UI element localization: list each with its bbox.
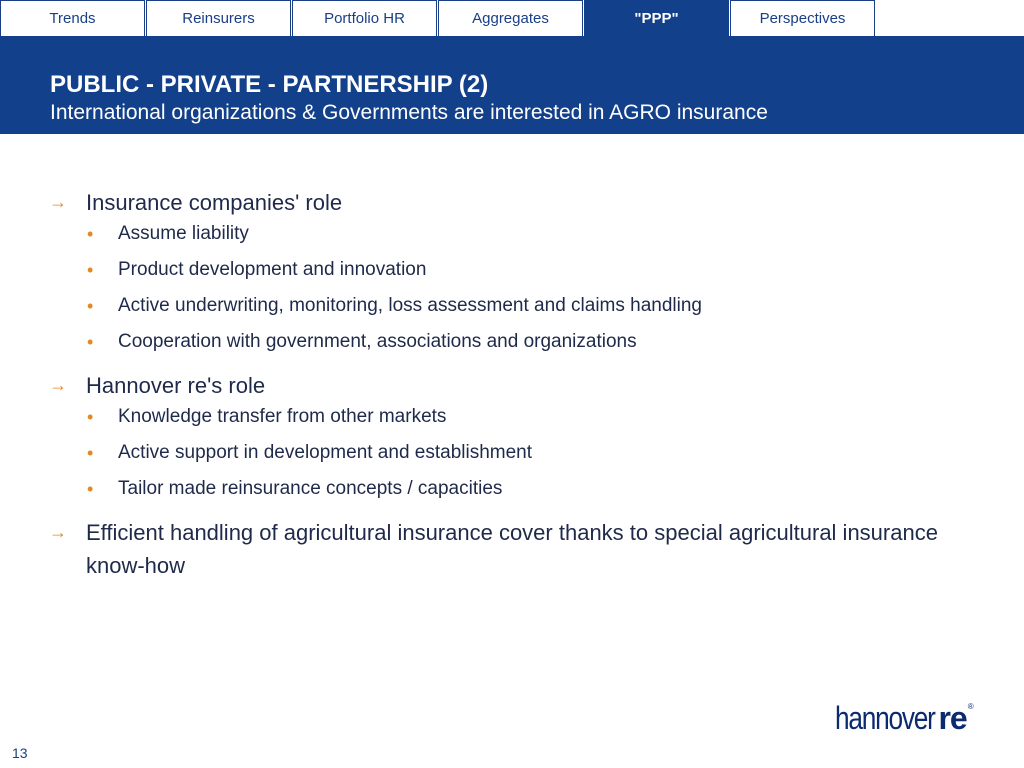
tab-ppp[interactable]: "PPP": [584, 0, 729, 36]
tab-reinsurers[interactable]: Reinsurers: [146, 0, 291, 36]
list-item: [0, 477, 1024, 501]
tab-portfolio-hr[interactable]: Portfolio HR: [292, 0, 437, 36]
hannover-re-logo: [835, 700, 974, 740]
bullet-dot-icon: •: [87, 479, 94, 499]
registered-mark: ®: [967, 702, 974, 711]
list-item: [0, 441, 1024, 465]
logo-word-hannover: hannover: [835, 700, 935, 736]
list-item: [0, 222, 1024, 246]
tab-trends[interactable]: Trends: [0, 0, 145, 36]
section-heading: [0, 516, 1024, 582]
list-item: [0, 405, 1024, 429]
right-arrow-icon: →: [49, 192, 67, 212]
right-arrow-icon: →: [49, 375, 67, 395]
bullet-dot-icon: •: [87, 332, 94, 352]
list-item-text: Active support in development and establishment: [118, 442, 533, 463]
section-heading-text: Insurance companies' role: [86, 190, 343, 215]
list-item-text: Active underwriting, monitoring, loss assessment and claims handling: [118, 295, 702, 316]
slide-content: [0, 186, 1024, 585]
list-item-text: Assume liability: [118, 223, 249, 244]
page-title: PUBLIC - PRIVATE - PARTNERSHIP (2): [50, 71, 489, 98]
list-item-text: Knowledge transfer from other markets: [118, 406, 447, 427]
list-item-text: Product development and innovation: [118, 259, 427, 280]
logo-word-re: re: [938, 700, 967, 736]
page-number: 13: [12, 745, 28, 761]
list-item-text: Tailor made reinsurance concepts / capacities: [118, 478, 503, 499]
list-item: [0, 258, 1024, 282]
tab-aggregates[interactable]: Aggregates: [438, 0, 583, 36]
tab-bar: [0, 0, 876, 36]
bullet-dot-icon: •: [87, 296, 94, 316]
right-arrow-icon: →: [49, 522, 67, 542]
section-heading: [0, 186, 1024, 219]
section-heading-text: Hannover re's role: [86, 373, 266, 398]
section-heading: [0, 369, 1024, 402]
tab-perspectives[interactable]: Perspectives: [730, 0, 875, 36]
bullet-dot-icon: •: [87, 407, 94, 427]
bullet-dot-icon: •: [87, 224, 94, 244]
bullet-dot-icon: •: [87, 260, 94, 280]
list-item: [0, 330, 1024, 354]
list-item-text: Cooperation with government, associations and organizations: [118, 331, 637, 352]
bullet-dot-icon: •: [87, 443, 94, 463]
title-banner: [0, 36, 1024, 134]
section-heading-text: Efficient handling of agricultural insurance cover thanks to special agricultural insurance know-how: [86, 520, 938, 578]
page-subtitle: International organizations & Governments are interested in AGRO insurance: [50, 101, 768, 124]
list-item: [0, 294, 1024, 318]
